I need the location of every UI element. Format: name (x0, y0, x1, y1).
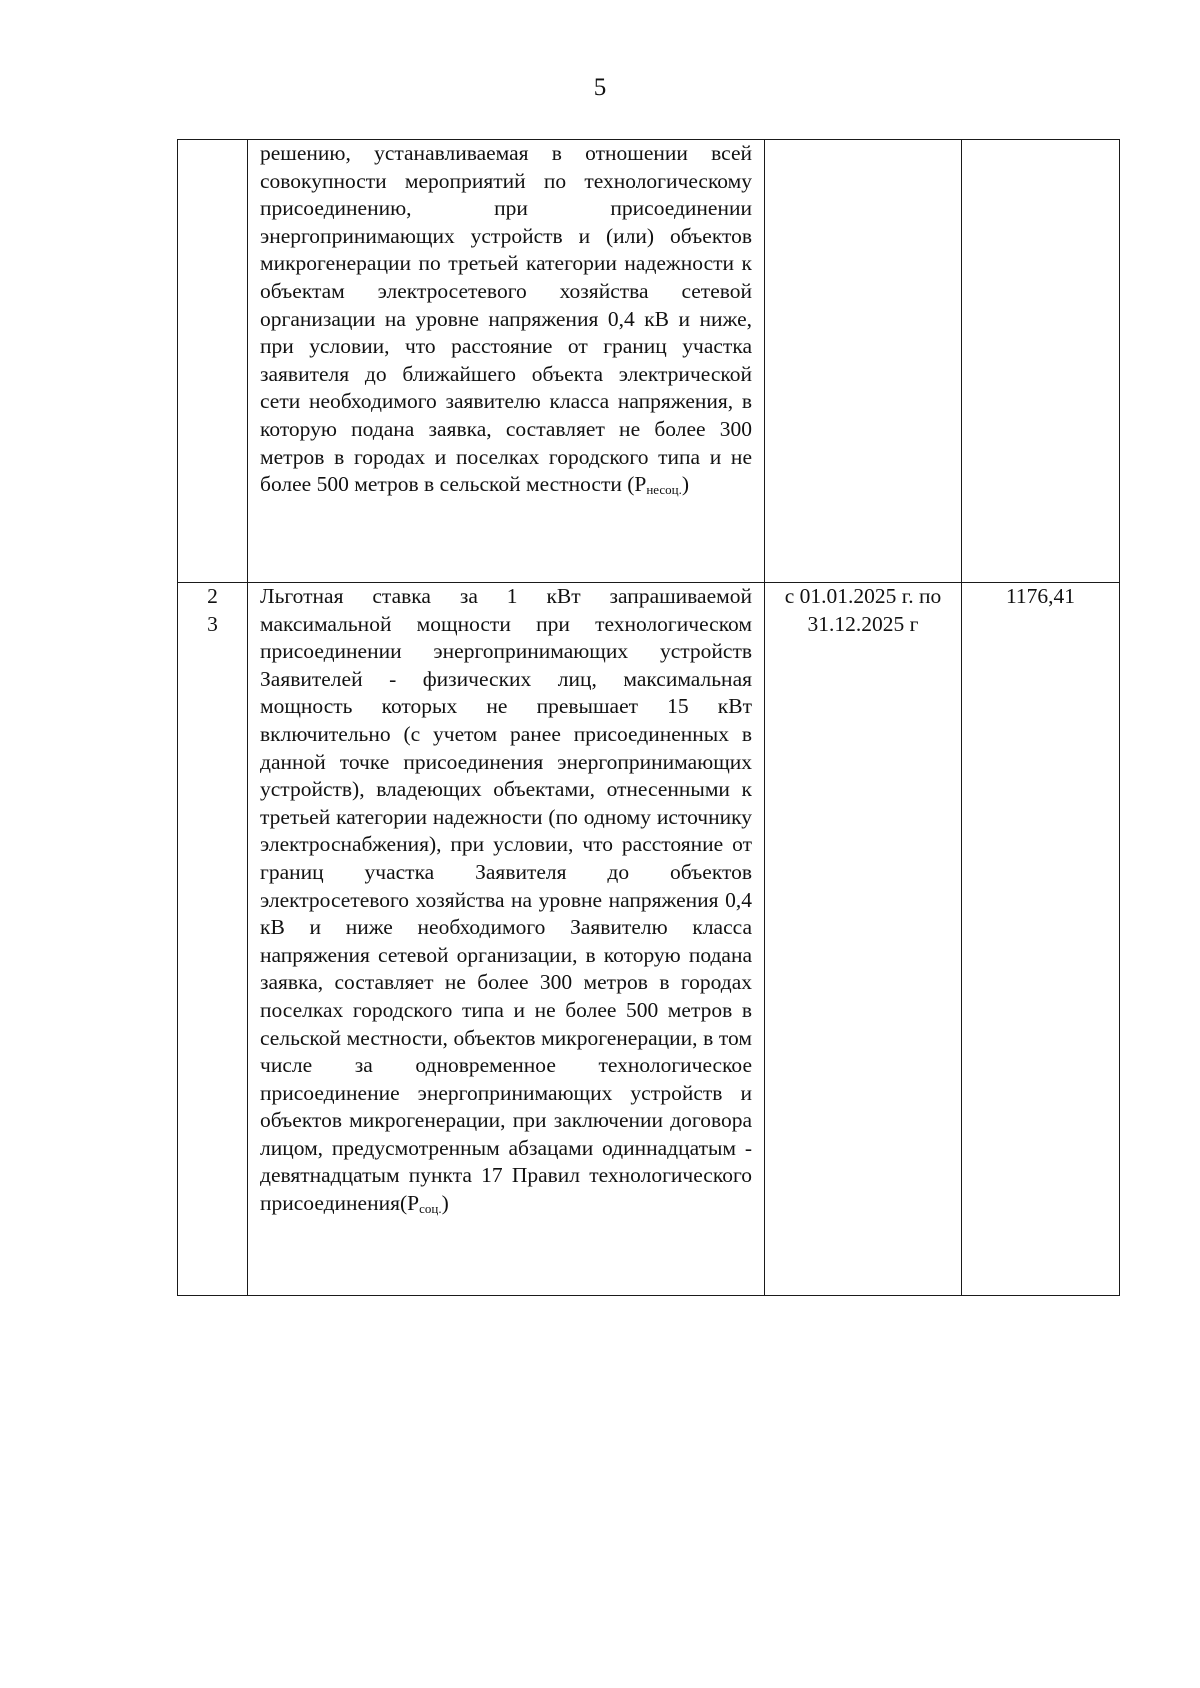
table-row (178, 140, 1120, 583)
row-description-cell (248, 140, 765, 583)
row-number-cell (178, 140, 248, 583)
row-description-text: Льготная ставка за 1 кВт запрашиваемой максимальной мощности при технологическом присоединении энергопринимающих устройств Заявителей - физических лиц, максимальная мощность которых не превышает 15 кВт включительно (с учетом ранее присоединенных в данной точке присоединения энергопринимающих устройств), владеющих объектами, отнесенными к третьей категории надежности (по одному источнику электроснабжения), при условии, что расстояние от границ участка Заявителя до объектов электросетевого хозяйства на уровне напряжения 0,4 кВ и ниже необходимого Заявителю класса напряжения сетевой организации, в которую подана заявка, составляет не более 300 метров в городах поселках городского типа и не более 500 метров в сельской местности, объектов микрогенерации, в том числе за одновременное технологическое присоединение энергопринимающих устройств и объектов микрогенерации, при заключении договора лицом, предусмотренным абзацами одиннадцатым - девятнадцатым пункта 17 Правил технологического $присоединения(Р_{соц.})$ (260, 584, 752, 1217)
tariff-table (177, 139, 1120, 1296)
row-description-cell (248, 583, 765, 1296)
page-number: 5 (593, 74, 607, 101)
row-period-line: с 01.01.2025 г. по (784, 584, 942, 608)
table-row (178, 583, 1120, 1296)
row-value-cell: 1176,41 (962, 583, 1120, 1296)
row-description-subscript: соц. (419, 1201, 442, 1217)
row-value-cell (962, 140, 1120, 583)
row-period-cell (765, 140, 962, 583)
row-number-line: 2 (207, 584, 218, 608)
row-period-cell (765, 583, 962, 1296)
row-number-cell (178, 583, 248, 1296)
row-period-line: 31.12.2025 г (807, 611, 919, 636)
row-number-line: 3 (207, 611, 218, 636)
row-description-text: решению, устанавливаемая в отношении всей совокупности мероприятий по технологическому присоединению, при присоединении энергопринимающих устройств и (или) объектов микрогенерации по третьей категории надежности к объектам электросетевого хозяйства сетевой организации на уровне напряжения 0,4 кВ и ниже, при условии, что расстояние от границ участка заявителя до ближайшего объекта электрической сети необходимого заявителю класса напряжения, в которую подана заявка, составляет не более 300 метров в городах и поселках городского типа и не более 500 метров в сельской местности $(Р_{несоц.})$ (260, 141, 752, 498)
row-description-subscript: несоц. (646, 482, 682, 498)
